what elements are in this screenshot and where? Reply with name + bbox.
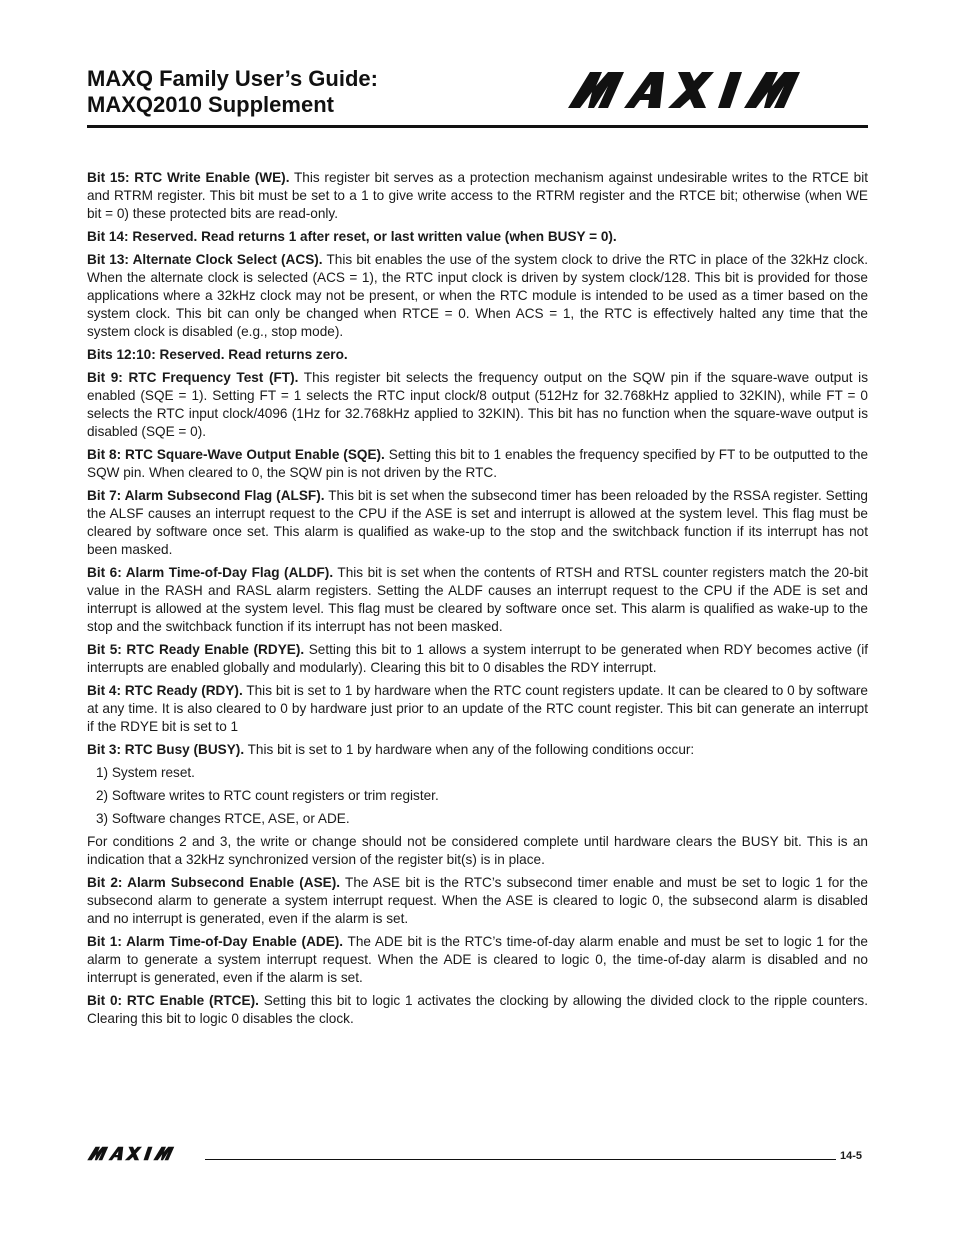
paragraph-text: This bit is set to 1 by hardware when the RTC count registers update. It can be cleared to 0 by software at any time. It is also cleared to 0 by hardware just prior to an update of the RTC count register. This bit can generate an interrupt if the RDYE bit is set to 1 <box>87 683 868 734</box>
paragraph-text: This bit is set when the contents of RTSH and RTSL counter registers match the 20-bit value in the RASH and RASL alarm registers. Setting the ALDF causes an interrupt request to the CPU if the ADE is set and interrupt is allowed at the system level. This flag must be cleared by software once set. This alarm is qualified as wake-up to the stop and the switchback function if its interrupt has not been masked. <box>87 565 869 634</box>
paragraph-text: Setting this bit to logic 1 activates the clocking by allowing the divided clock to the ripple counters. Clearing this bit to logic 0 disables the clock. <box>87 993 868 1026</box>
title-line-1: MAXQ Family User’s Guide: <box>87 66 378 91</box>
paragraph-lead: Bit 13: Alternate Clock Select (ACS). <box>87 252 323 267</box>
paragraph-bit6 <box>87 564 868 636</box>
paragraph-bit0 <box>87 992 868 1028</box>
paragraph-lead: Bit 1: Alarm Time-of-Day Enable (ADE). <box>87 934 344 949</box>
paragraph-bit14 <box>87 228 868 246</box>
paragraph-bit9 <box>87 369 868 441</box>
paragraph-lead: Bit 4: RTC Ready (RDY). <box>87 683 243 698</box>
paragraph-lead: Bit 2: Alarm Subsecond Enable (ASE). <box>87 875 341 890</box>
body-text <box>87 169 868 1033</box>
paragraph-text: The ASE bit is the RTC’s subsecond timer enable and must be set to logic 1 for the subsecond alarm to generate a system interrupt request. When the ASE is cleared to logic 0, the subsecond alarm is disabled and no interrupt is generated, even if the alarm is set. <box>87 875 868 926</box>
page-title <box>87 66 378 118</box>
paragraph-text: Setting this bit to 1 enables the frequency specified by FT to be outputted to the SQW pin. When cleared to 0, the SQW pin is not driven by the RTC. <box>87 447 869 480</box>
paragraph-bit1 <box>87 933 868 987</box>
paragraph-text: This bit is set when the subsecond timer has been reloaded by the RSSA register. Setting the ALSF causes an interrupt request to the CPU if the ASE is set and interrupt is allowed at the system level. This flag must be cleared by software once set. This alarm is qualified as wake-up to the stop and the switchback function if its interrupt has not been masked. <box>87 488 868 557</box>
paragraph-lead: Bit 5: RTC Ready Enable (RDYE). <box>87 642 305 657</box>
paragraph-bit2 <box>87 874 868 928</box>
paragraph-lead: Bits 12:10: Reserved. Read returns zero. <box>87 347 348 362</box>
paragraph-bit7 <box>87 487 868 559</box>
footer-rule <box>205 1159 836 1160</box>
footer-maxim-logo <box>87 1146 200 1161</box>
paragraph-bit3 <box>87 741 868 759</box>
paragraph-lead: Bit 0: RTC Enable (RTCE). <box>87 993 259 1008</box>
title-line-2: MAXQ2010 Supplement <box>87 92 334 117</box>
list-item: 3) Software changes RTCE, ASE, or ADE. <box>96 811 350 826</box>
paragraph-text: Setting this bit to 1 allows a system interrupt to be generated when RDY becomes active (if interrupts are enabled globally and modularly). Clearing this bit to 0 disables the RDY interrupt. <box>87 642 868 675</box>
paragraph-bit15 <box>87 169 868 223</box>
paragraph-lead: Bit 3: RTC Busy (BUSY). <box>87 742 245 757</box>
header-rule <box>87 125 868 128</box>
conditions-list <box>87 764 868 828</box>
page-number: 14-5 <box>840 1150 863 1162</box>
paragraph-bit8 <box>87 446 868 482</box>
paragraph-text: The ADE bit is the RTC’s time-of-day alarm enable and must be set to logic 1 for the alarm to generate a system interrupt request. When the ADE is cleared to logic 0, the time-of-day alarm is disabled and no interrupt is generated, even if the alarm is set. <box>87 934 868 985</box>
paragraph-bits12-10 <box>87 346 868 364</box>
paragraph-bit5 <box>87 641 868 677</box>
paragraph-text: This bit is set to 1 by hardware when any of the following conditions occur: <box>244 742 695 757</box>
conditions-note: For conditions 2 and 3, the write or change should not be considered complete until hardware clears the BUSY bit. This is an indication that a 32kHz synchronized version of the register bit(s) is in place. <box>87 834 868 867</box>
paragraph-text: This register bit serves as a protection mechanism against undesirable writes to the RTCE bit and RTRM register. This bit must be set to a 1 to give write access to the RTRM register and the RTCE bit; otherwise (when WE bit = 0) these protected bits are read-only. <box>87 170 868 221</box>
paragraph-lead: Bit 7: Alarm Subsecond Flag (ALSF). <box>87 488 325 503</box>
paragraph-bit4 <box>87 682 868 736</box>
paragraph-text: This register bit selects the frequency output on the SQW pin if the square-wave output is enabled (SQE = 1). Setting FT = 1 selects the RTC input clock/8 output (512Hz for 32.768kHz applied to 32KIN), while FT = 0 selects the RTC input clock/4096 (1Hz for 32.768kHz applied to 32KIN). This bit has no function when the square-wave output is disabled (SQE = 0). <box>87 370 868 439</box>
paragraph-lead: Bit 9: RTC Frequency Test (FT). <box>87 370 299 385</box>
list-item: 1) System reset. <box>96 765 195 780</box>
maxim-logo <box>568 70 868 110</box>
paragraph-lead: Bit 15: RTC Write Enable (WE). <box>87 170 290 185</box>
paragraph-bit13 <box>87 251 868 341</box>
paragraph-lead: Bit 6: Alarm Time-of-Day Flag (ALDF). <box>87 565 334 580</box>
paragraph-text: This bit enables the use of the system clock to drive the RTC in place of the 32kHz clock. When the alternate clock is selected (ACS = 1), the RTC input clock is driven by system clock/128. This bit is provided for those applications where a 32kHz clock may not be present, or when the RTC module is intended to be used as a timer based on the system clock. This bit can only be changed when RTCE = 0. When ACS = 1, the RTC is effectively halted any time that the system clock is disabled (e.g., stop mode). <box>87 252 868 339</box>
list-item: 2) Software writes to RTC count registers or trim register. <box>96 788 439 803</box>
paragraph-lead: Bit 14: Reserved. Read returns 1 after reset, or last written value (when BUSY = 0). <box>87 229 617 244</box>
paragraph-lead: Bit 8: RTC Square-Wave Output Enable (SQE). <box>87 447 385 462</box>
